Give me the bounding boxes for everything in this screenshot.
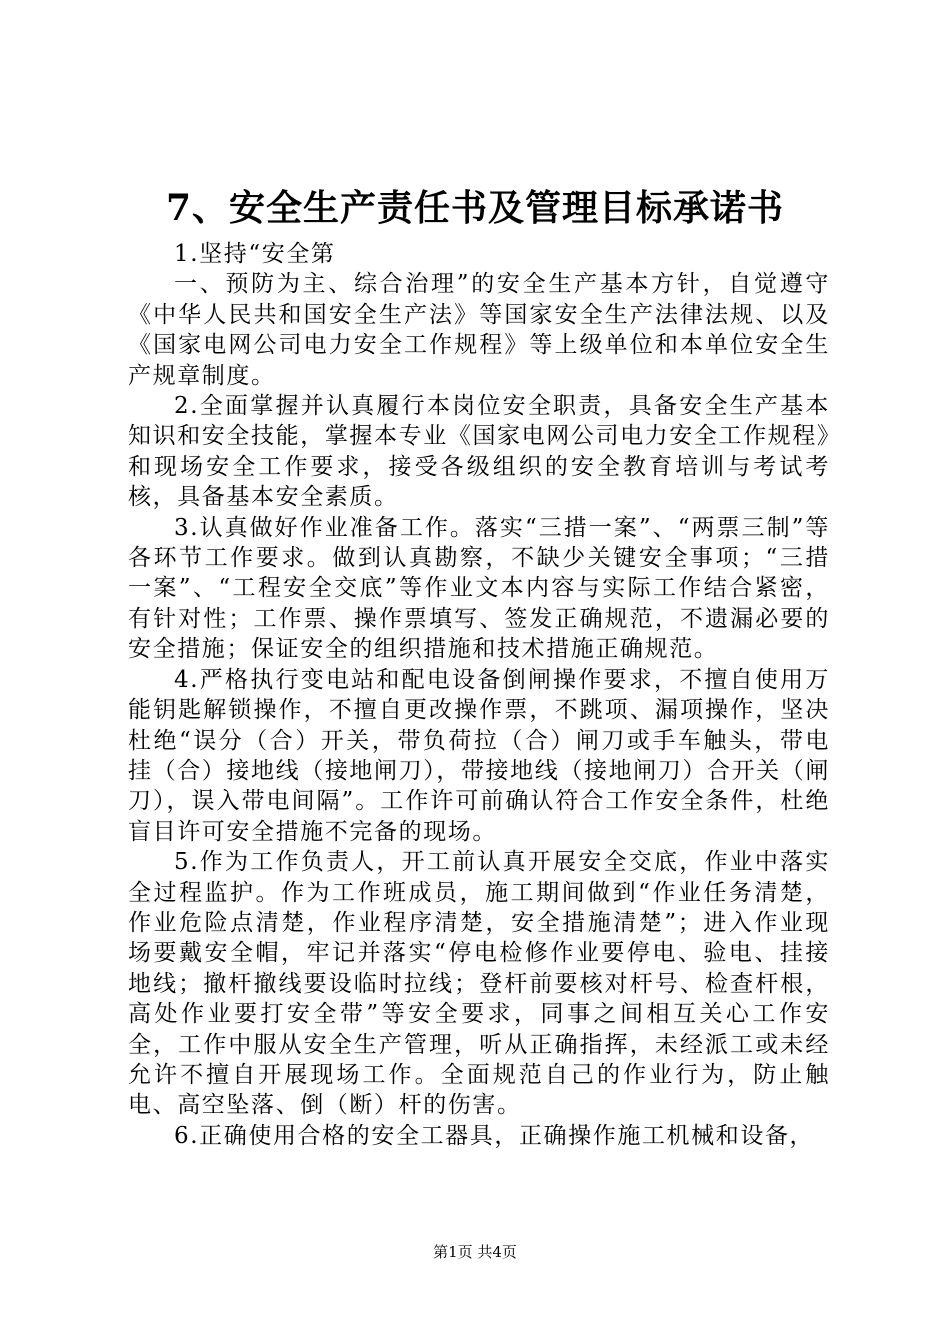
paragraph: 5.作为工作负责人，开工前认真开展安全交底，作业中落实全过程监护。作为工作班成员，施工期间做到“作业任务清楚，作业危险点清楚，作业程序清楚，安全措施清楚”；进入作业现场要戴安全帽，牢记并落实“停电检修作业要停电、验电、挂接地线；撤杆撤线要设临时拉线；登杆前要核对杆号、检查杆根，高处作业要打安全带”等安全要求，同事之间相互关心工作安全，工作中服从安全生产管理，听从正确指挥，未经派工或未经允许不擅自开展现场工作。全面规范自己的作业行为，防止触电、高空坠落、倒（断）杆的伤害。 xyxy=(128,849,830,1119)
page-footer: 第1页 共4页 xyxy=(433,1243,517,1261)
document-body xyxy=(128,239,830,1151)
paragraph: 1.坚持“安全第 xyxy=(174,241,336,267)
paragraph: 4.严格执行变电站和配电设备倒闸操作要求，不擅自使用万能钥匙解锁操作，不擅自更改操作票，不跳项、漏项操作，坚决杜绝“误分（合）开关，带负荷拉（合）闸刀或手车触头，带电挂（合）接地线（接地闸刀），带接地线（接地闸刀）合开关（闸刀），误入带电间隔”。工作许可前确认符合工作安全条件，杜绝盲目许可安全措施不完备的现场。 xyxy=(128,666,830,845)
paragraph: 3.认真做好作业准备工作。落实“三措一案”、“两票三制”等各环节工作要求。做到认真勘察，不缺少关键安全事项；“三措一案”、“工程安全交底”等作业文本内容与实际工作结合紧密，有针对性；工作票、操作票填写、签发正确规范，不遗漏必要的安全措施；保证安全的组织措施和技术措施正确规范。 xyxy=(128,514,830,663)
document-title: 7、安全生产责任书及管理目标承诺书 xyxy=(165,187,785,229)
paragraph: 6.正确使用合格的安全工器具，正确操作施工机械和设备， xyxy=(174,1122,815,1149)
paragraph: 一、预防为主、综合治理”的安全生产基本方针，自觉遵守《中华人民共和国安全生产法》等国家安全生产法律法规、以及《国家电网公司电力安全工作规程》等上级单位和本单位安全生产规章制度。 xyxy=(128,271,830,389)
paragraph: 2.全面掌握并认真履行本岗位安全职责，具备安全生产基本知识和安全技能，掌握本专业《国家电网公司电力安全工作规程》和现场安全工作要求，接受各级组织的安全教育培训与考试考核，具备基本安全素质。 xyxy=(128,393,830,511)
